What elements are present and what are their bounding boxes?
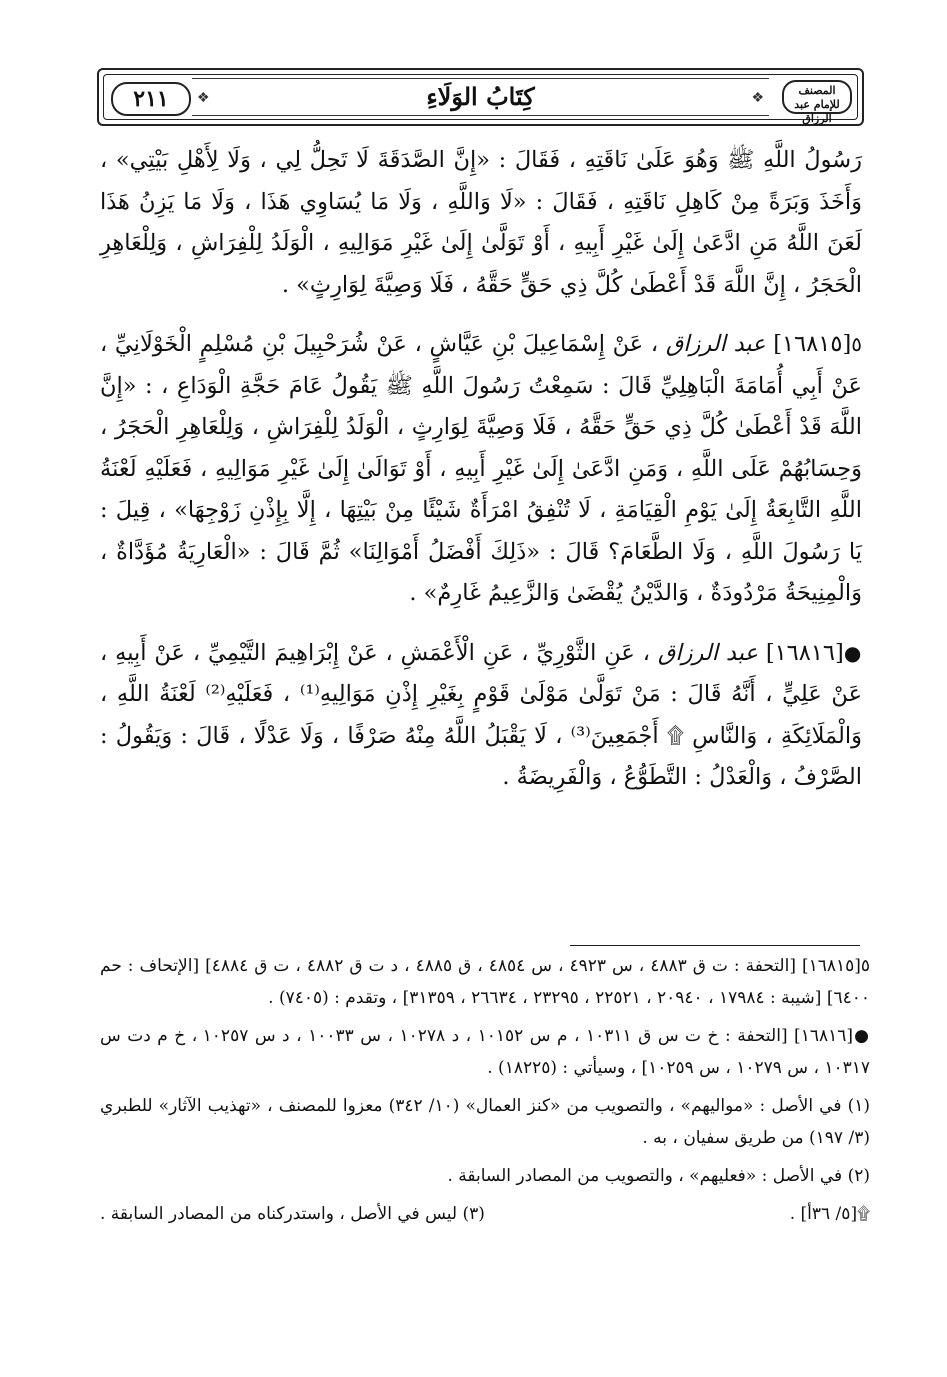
hadith-number: [١٦٨١٥]	[773, 331, 852, 357]
ornament-icon: ❖	[751, 90, 764, 106]
book-logo	[782, 80, 852, 125]
hadith-paragraph	[100, 633, 862, 799]
page-number: ٢١١	[111, 82, 191, 116]
hadith-marker: ●	[843, 640, 863, 665]
source-name: عبد الرزاق	[657, 639, 758, 666]
ornament-icon: ❖	[197, 90, 210, 106]
book-logo-line2: للإمام عبد الرزاق	[794, 98, 840, 125]
footnote: (٣) ليس في الأصل ، واستدركناه من المصادر السابقة .	[100, 1204, 485, 1224]
main-text	[100, 140, 862, 799]
running-header	[97, 68, 864, 126]
paragraph-text: ، عَنِ الثَّوْرِيِّ ، عَنِ الْأَعْمَشِ ، عَنْ إِبْرَاهِيمَ التَّيْمِيِّ ، عَنْ أَبِيهِ ، عَنْ عَلِيٍّ ، أَنَّهُ قَالَ : مَنْ تَوَلَّىٰ مَوْلَىٰ قَوْمٍ بِغَيْرِ إِذْنِ مَوَالِيهِ⁽¹⁾ ، فَعَلَيْهِ⁽²⁾ لَعْنَةُ اللَّهِ ، وَالْمَلَائِكَةِ ، وَالنَّاسِ ۩ أَجْمَعِينَ⁽³⁾ ، لَا يَقْبَلُ اللَّهُ مِنْهُ صَرْفًا ، وَلَا عَدْلًا ، قَالَ : وَيَقُولُ : الصَّرْفُ ، وَالْعَدْلُ : التَّطَوُّعُ ، وَالْفَرِيضَةُ .	[100, 639, 862, 790]
book-logo-line1: المصنف	[798, 84, 836, 97]
hadith-paragraph	[100, 324, 862, 615]
footnote: ●[١٦٨١٦] [التحفة : خ ت س ق ١٠٣١١ ، م س ١٠١٥٢ ، د ١٠٢٧٨ ، س ١٠٠٣٣ ، د س ١٠٢٥٧ ، خ م دت س ١٠٣١٧ ، س ١٠٢٧٩ ، س ١٠٢٥٩] ، وسيأتي : (١٨٢٢٥) .	[100, 1026, 870, 1078]
footnote: (٢) في الأصل : «فعليهم» ، والتصويب من المصادر السابقة .	[447, 1166, 870, 1186]
source-name: عبد الرزاق	[665, 331, 766, 357]
footnote-divider	[570, 945, 860, 946]
footnote: (١) في الأصل : «مواليهم» ، والتصويب من «كنز العمال» (١٠/ ٣٤٢) معزوا للمصنف ، «تهذيب الآثار» للطبري (٣/ ١٩٧) من طريق سفيان ، به .	[100, 1096, 870, 1148]
paragraph-text: رَسُولُ اللَّهِ ﷺ وَهُوَ عَلَىٰ نَاقَتِهِ ، فَقَالَ : «إِنَّ الصَّدَقَةَ لَا تَحِلُّ لِي ، وَلَا لِأَهْلِ بَيْتِي» ، وَأَخَذَ وَبَرَةً مِنْ كَاهِلِ نَاقَتِهِ ، فَقَالَ : «لَا وَاللَّهِ ، وَلَا مَا يُسَاوِي هَذَا ، وَلَا مَا يَزِنُ هَذَا لَعَنَ اللَّهُ مَنِ ادَّعَىٰ إِلَىٰ غَيْرِ أَبِيهِ ، أَوْ تَوَلَّىٰ إِلَىٰ غَيْرِ مَوَالِيهِ ، الْوَلَدُ لِلْفِرَاشِ ، وَلِلْعَاهِرِ الْحَجَرُ ، إِنَّ اللَّهَ قَدْ أَعْطَىٰ كُلَّ ذِي حَقٍّ حَقَّهُ ، فَلَا وَصِيَّةَ لِوَارِثٍ» .	[100, 147, 862, 298]
hadith-marker: ٥	[851, 332, 863, 356]
footnote-last-row	[100, 1198, 870, 1230]
header-title: كِتَابُ الوَلَاءِ	[426, 82, 535, 111]
paragraph-text: ، عَنْ إِسْمَاعِيلَ بْنِ عَيَّاشٍ ، عَنْ شُرَحْبِيلَ بْنِ مُسْلِمٍ الْخَوْلَانِيِّ ، عَنْ أَبِي أُمَامَةَ الْبَاهِلِيِّ قَالَ : سَمِعْتُ رَسُولَ اللَّهِ ﷺ يَقُولُ عَامَ حَجَّةِ الْوَدَاعِ ، : «إِنَّ اللَّهَ قَدْ أَعْطَىٰ كُلَّ ذِي حَقٍّ حَقَّهُ ، فَلَا وَصِيَّةَ لِوَارِثٍ ، الْوَلَدُ لِلْفِرَاشِ ، وَلِلْعَاهِرِ الْحَجَرُ ، وَحِسَابُهُمْ عَلَى اللَّهِ ، وَمَنِ ادَّعَىٰ إِلَىٰ غَيْرِ أَبِيهِ ، أَوْ تَوَالَىٰ إِلَىٰ غَيْرِ مَوَالِيهِ ، فَعَلَيْهِ لَعْنَةُ اللَّهِ التَّابِعَةُ إِلَىٰ يَوْمِ الْقِيَامَةِ ، لَا تُنْفِقُ امْرَأَةٌ شَيْئًا مِنْ بَيْتِهَا ، إِلَّا بِإِذْنِ زَوْجِهَا» ، قِيلَ : يَا رَسُولَ اللَّهِ ، وَلَا الطَّعَامَ؟ قَالَ : «ذَلِكَ أَفْضَلُ أَمْوَالِنَا» ثُمَّ قَالَ : «الْعَارِيَةُ مُؤَدَّاةٌ ، وَالْمِنِيحَةُ مَرْدُودَةٌ ، وَالدَّيْنُ يُقْضَىٰ وَالزَّعِيمُ غَارِمٌ» .	[100, 331, 862, 606]
hadith-number: [١٦٨١٦]	[765, 639, 844, 666]
hadith-paragraph	[100, 140, 862, 306]
footnotes	[100, 950, 870, 1230]
manuscript-folio-note: ۩[٥/ ٣٦أ] .	[789, 1204, 870, 1224]
footnote: ٥[١٦٨١٥] [التحفة : ت ق ٤٨٨٣ ، س ٤٩٢٣ ، س ٤٨٥٤ ، ق ٤٨٨٥ ، د ت ق ٤٨٨٢ ، ت ق ٤٨٨٤] [الإتحاف : حم ٦٤٠٠] [شيبة : ١٧٩٨٤ ، ٢٠٩٤٠ ، ٢٢٥٢١ ، ٢٣٢٩٥ ، ٢٦٦٣٤ ، ٣١٣٥٩] ، وتقدم : (٧٤٠٥) .	[100, 956, 871, 1008]
